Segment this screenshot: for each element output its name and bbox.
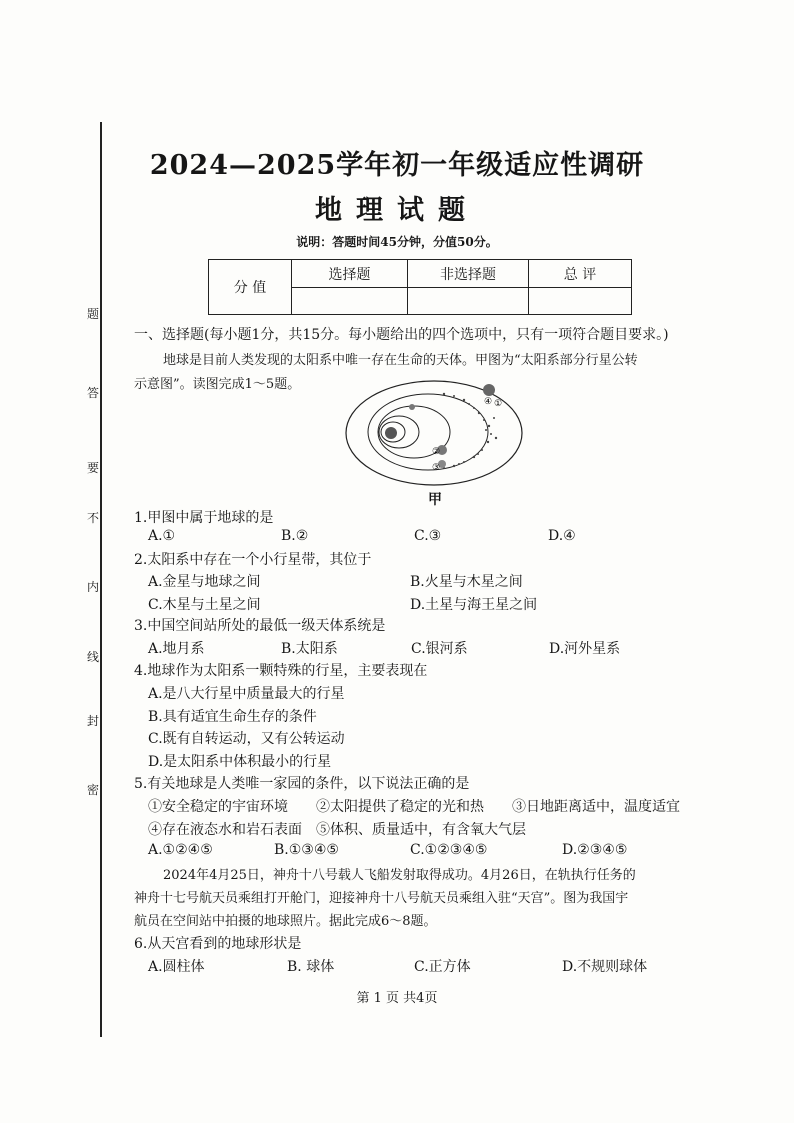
intro-text: 地球是目前人类发现的太阳系中唯一存在生命的天体。甲图为“太阳系部分行星公转: [163, 353, 638, 368]
margin-char: 要: [86, 461, 99, 475]
intro-text: 航员在空间站中拍摄的地球照片。据此完成6～8题。: [134, 914, 437, 929]
statement: ⑤体积、质量适中，有含氧大气层: [316, 822, 526, 838]
question-option: B. 球体: [287, 959, 335, 975]
score-header-total: 总 评: [529, 260, 632, 288]
section-heading: 一、选择题(每小题1分，共15分。每小题给出的四个选项中，只有一项符合题目要求。): [134, 327, 669, 343]
question-option: B.太阳系: [281, 641, 338, 657]
margin-char: 线: [86, 650, 99, 664]
binding-margin-line: [100, 122, 102, 1037]
page-footer: 第 1 页 共4页: [356, 991, 438, 1006]
question-option: C.③: [414, 528, 442, 544]
statement: ③日地距离适中，温度适宜: [512, 799, 680, 815]
question-option: D.②③④⑤: [562, 842, 628, 858]
statement: ②太阳提供了稳定的光和热: [316, 799, 484, 815]
sun-icon: [385, 427, 397, 439]
figure-marker: ②: [432, 447, 441, 457]
question-option: C.正方体: [414, 959, 471, 975]
question-option: C.银河系: [411, 641, 468, 657]
question-option: B.②: [281, 528, 309, 544]
question-option: D.河外星系: [549, 641, 621, 657]
question-option: D.不规则球体: [562, 959, 648, 975]
question-option: D.土星与海王星之间: [410, 597, 538, 613]
planet-icon: [483, 384, 495, 396]
question-option: A.①②④⑤: [148, 842, 213, 858]
question-option: C.木星与土星之间: [148, 597, 261, 613]
question-option: A.①: [148, 528, 176, 544]
statement: ①安全稳定的宇宙环境: [148, 799, 288, 815]
figure-marker: ③: [432, 463, 441, 473]
margin-char: 封: [86, 714, 99, 728]
question-option: D.④: [548, 528, 576, 544]
margin-char: 答: [86, 386, 99, 400]
score-row-label: 分 值: [209, 260, 292, 315]
intro-text: 神舟十七号航天员乘组打开舱门，迎接神舟十八号航天员乘组入驻“天宫”。图为我国宇: [134, 891, 629, 906]
question-stem: 5.有关地球是人类唯一家园的条件，以下说法正确的是: [134, 776, 470, 792]
exam-note: 说明：答题时间45分钟，分值50分。: [296, 235, 498, 249]
figure-marker: ④: [484, 397, 493, 407]
question-stem: 6.从天宫看到的地球形状是: [134, 936, 302, 952]
page-title: 2024—2025学年初一年级适应性调研: [149, 150, 645, 181]
question-option: C.①②③④⑤: [410, 842, 488, 858]
score-cell: [529, 288, 632, 315]
question-option: C.既有自转运动，又有公转运动: [148, 731, 345, 747]
figure-label: 甲: [428, 492, 442, 508]
score-cell: [292, 288, 408, 315]
solar-system-figure: [344, 378, 524, 488]
score-header-nonchoice: 非选择题: [408, 260, 529, 288]
question-stem: 4.地球作为太阳系一颗特殊的行星，主要表现在: [134, 663, 428, 679]
margin-char: 内: [86, 580, 99, 594]
margin-char: 不: [86, 511, 99, 525]
question-stem: 1.甲图中属于地球的是: [134, 510, 274, 526]
question-option: D.是太阳系中体积最小的行星: [148, 754, 332, 770]
question-option: A.是八大行星中质量最大的行星: [148, 686, 345, 702]
question-option: A.圆柱体: [148, 959, 205, 975]
question-stem: 3.中国空间站所处的最低一级天体系统是: [134, 618, 386, 634]
planet-icon: [409, 404, 415, 410]
statement: ④存在液态水和岩石表面: [148, 822, 302, 838]
orbit: [379, 416, 419, 448]
question-stem: 2.太阳系中存在一个小行星带，其位于: [134, 552, 372, 568]
question-option: A.金星与地球之间: [148, 574, 261, 590]
score-cell: [408, 288, 529, 315]
score-header-choice: 选择题: [292, 260, 408, 288]
figure-marker: ①: [494, 399, 503, 409]
question-option: B.火星与木星之间: [410, 574, 523, 590]
intro-text: 示意图”。读图完成1～5题。: [134, 377, 301, 392]
question-option: B.①③④⑤: [274, 842, 339, 858]
margin-char: 密: [86, 783, 99, 797]
margin-char: 题: [86, 307, 99, 321]
question-option: A.地月系: [148, 641, 205, 657]
score-table: [208, 259, 632, 315]
intro-text: 2024年4月25日，神舟十八号载人飞船发射取得成功。4月26日，在轨执行任务的: [163, 868, 636, 883]
exam-subject: 地理试题: [315, 195, 479, 226]
question-option: B.具有适宜生命生存的条件: [148, 709, 317, 725]
